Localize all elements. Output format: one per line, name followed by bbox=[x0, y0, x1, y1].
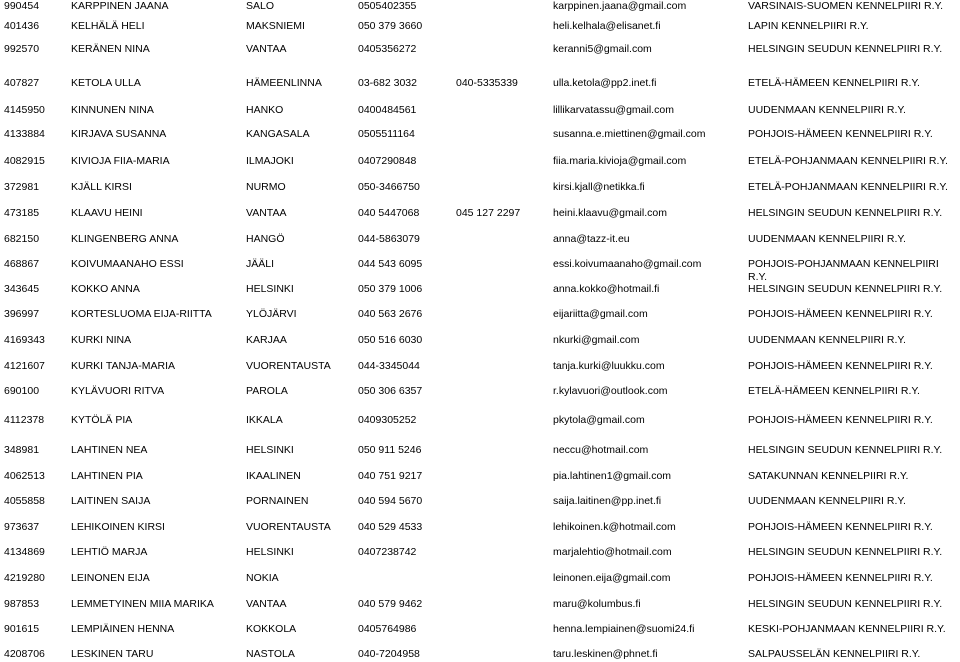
member-phone: 040 579 9462 bbox=[358, 598, 423, 610]
member-email: nkurki@gmail.com bbox=[553, 334, 640, 346]
member-city: HELSINKI bbox=[246, 546, 294, 558]
table-row bbox=[0, 128, 960, 142]
member-id: 987853 bbox=[4, 598, 40, 610]
member-id: 4134869 bbox=[4, 546, 45, 558]
member-id: 4145950 bbox=[4, 104, 45, 116]
member-id: 396997 bbox=[4, 308, 40, 320]
member-email: tanja.kurki@luukku.com bbox=[553, 360, 665, 372]
member-email: anna@tazz-it.eu bbox=[553, 233, 630, 245]
member-phone: 0409305252 bbox=[358, 414, 417, 426]
member-phone: 050 306 6357 bbox=[358, 385, 423, 397]
table-row bbox=[0, 334, 960, 348]
member-phone: 0505511164 bbox=[358, 128, 415, 140]
table-row bbox=[0, 470, 960, 484]
table-row bbox=[0, 598, 960, 612]
member-city: VANTAA bbox=[246, 43, 287, 55]
table-row bbox=[0, 521, 960, 535]
table-row bbox=[0, 623, 960, 637]
member-email: susanna.e.miettinen@gmail.com bbox=[553, 128, 706, 140]
member-club: HELSINGIN SEUDUN KENNELPIIRI R.Y. bbox=[748, 444, 943, 456]
table-row bbox=[0, 572, 960, 586]
member-city: KANGASALA bbox=[246, 128, 310, 140]
member-phone: 040 751 9217 bbox=[358, 470, 423, 482]
table-row bbox=[0, 233, 960, 247]
member-club: ETELÄ-HÄMEEN KENNELPIIRI R.Y. bbox=[748, 385, 920, 397]
member-email: keranni5@gmail.com bbox=[553, 43, 652, 55]
member-phone: 040 594 5670 bbox=[358, 495, 423, 507]
member-id: 973637 bbox=[4, 521, 40, 533]
member-name: KORTESLUOMA EIJA-RIITTA bbox=[71, 308, 212, 320]
member-name: LEHTIÖ MARJA bbox=[71, 546, 148, 558]
member-email: lillikarvatassu@gmail.com bbox=[553, 104, 674, 116]
member-id: 348981 bbox=[4, 444, 40, 456]
member-name: KOKKO ANNA bbox=[71, 283, 140, 295]
member-club: SATAKUNNAN KENNELPIIRI R.Y. bbox=[748, 470, 909, 482]
member-phone: 040 5447068 bbox=[358, 207, 420, 219]
member-city: HÄMEENLINNA bbox=[246, 77, 322, 89]
member-city: PORNAINEN bbox=[246, 495, 309, 507]
member-city: VANTAA bbox=[246, 207, 287, 219]
member-phone: 040-7204958 bbox=[358, 648, 420, 660]
table-row bbox=[0, 207, 960, 221]
member-city: JÄÄLI bbox=[246, 258, 275, 270]
member-email: fiia.maria.kivioja@gmail.com bbox=[553, 155, 687, 167]
member-name: KOIVUMAANAHO ESSI bbox=[71, 258, 184, 270]
member-club: UUDENMAAN KENNELPIIRI R.Y. bbox=[748, 495, 906, 507]
member-club: UUDENMAAN KENNELPIIRI R.Y. bbox=[748, 334, 906, 346]
member-name: KIRJAVA SUSANNA bbox=[71, 128, 167, 140]
member-club: ETELÄ-POHJANMAAN KENNELPIIRI R.Y. bbox=[748, 155, 948, 167]
table-row bbox=[0, 181, 960, 195]
member-id: 343645 bbox=[4, 283, 40, 295]
table-row bbox=[0, 258, 960, 283]
table-row bbox=[0, 385, 960, 399]
member-name: KIVIOJA FIIA-MARIA bbox=[71, 155, 170, 167]
member-email: neccu@hotmail.com bbox=[553, 444, 649, 456]
table-row bbox=[0, 283, 960, 297]
member-email: maru@kolumbus.fi bbox=[553, 598, 641, 610]
member-email: heini.klaavu@gmail.com bbox=[553, 207, 667, 219]
member-club: SALPAUSSELÄN KENNELPIIRI R.Y. bbox=[748, 648, 921, 660]
member-id: 473185 bbox=[4, 207, 40, 219]
member-city: HELSINKI bbox=[246, 444, 294, 456]
member-email: leinonen.eija@gmail.com bbox=[553, 572, 671, 584]
member-id: 4219280 bbox=[4, 572, 45, 584]
member-id: 990454 bbox=[4, 0, 40, 12]
member-id: 4112378 bbox=[4, 414, 45, 426]
member-name: LAHTINEN NEA bbox=[71, 444, 148, 456]
member-phone: 0405356272 bbox=[358, 43, 417, 55]
member-city: YLÖJÄRVI bbox=[246, 308, 297, 320]
member-name: LESKINEN TARU bbox=[71, 648, 154, 660]
member-email: taru.leskinen@phnet.fi bbox=[553, 648, 658, 660]
member-phone: 0405764986 bbox=[358, 623, 417, 635]
member-club: HELSINGIN SEUDUN KENNELPIIRI R.Y. bbox=[748, 43, 943, 55]
member-phone: 050 516 6030 bbox=[358, 334, 423, 346]
member-phone: 044 543 6095 bbox=[358, 258, 423, 270]
member-email: anna.kokko@hotmail.fi bbox=[553, 283, 660, 295]
member-city: VUORENTAUSTA bbox=[246, 360, 331, 372]
member-club: POHJOIS-HÄMEEN KENNELPIIRI R.Y. bbox=[748, 572, 933, 584]
member-club: POHJOIS-HÄMEEN KENNELPIIRI R.Y. bbox=[748, 128, 933, 140]
member-phone: 044-3345044 bbox=[358, 360, 420, 372]
table-row bbox=[0, 360, 960, 374]
member-phone: 0407290848 bbox=[358, 155, 417, 167]
member-name: LEHIKOINEN KIRSI bbox=[71, 521, 165, 533]
member-name: KURKI TANJA-MARIA bbox=[71, 360, 176, 372]
member-email: saija.laitinen@pp.inet.fi bbox=[553, 495, 662, 507]
member-club: POHJOIS-HÄMEEN KENNELPIIRI R.Y. bbox=[748, 360, 933, 372]
member-name: KYTÖLÄ PIA bbox=[71, 414, 133, 426]
member-city: VUORENTAUSTA bbox=[246, 521, 331, 533]
member-email: pia.lahtinen1@gmail.com bbox=[553, 470, 672, 482]
member-name: LAHTINEN PIA bbox=[71, 470, 143, 482]
member-name: LEMMETYINEN MIIA MARIKA bbox=[71, 598, 214, 610]
member-id: 372981 bbox=[4, 181, 40, 193]
member-phone: 040 563 2676 bbox=[358, 308, 423, 320]
member-city: HANKO bbox=[246, 104, 284, 116]
member-email: marjalehtio@hotmail.com bbox=[553, 546, 672, 558]
member-phone: 0407238742 bbox=[358, 546, 417, 558]
member-name: LEINONEN EIJA bbox=[71, 572, 150, 584]
member-name: KLINGENBERG ANNA bbox=[71, 233, 179, 245]
table-row bbox=[0, 495, 960, 509]
member-email: pkytola@gmail.com bbox=[553, 414, 645, 426]
member-city: MAKSNIEMI bbox=[246, 20, 305, 32]
member-club: VARSINAIS-SUOMEN KENNELPIIRI R.Y. bbox=[748, 0, 944, 12]
member-phone: 0400484561 bbox=[358, 104, 417, 116]
member-city: HANGÖ bbox=[246, 233, 285, 245]
member-email: karppinen.jaana@gmail.com bbox=[553, 0, 687, 12]
member-club: KESKI-POHJANMAAN KENNELPIIRI R.Y. bbox=[748, 623, 946, 635]
member-phone: 050 379 1006 bbox=[358, 283, 423, 295]
member-name: KERÄNEN NINA bbox=[71, 43, 150, 55]
member-id: 4169343 bbox=[4, 334, 45, 346]
member-club: POHJOIS-HÄMEEN KENNELPIIRI R.Y. bbox=[748, 414, 933, 426]
member-email: henna.lempiainen@suomi24.fi bbox=[553, 623, 695, 635]
member-city: HELSINKI bbox=[246, 283, 294, 295]
member-city: KOKKOLA bbox=[246, 623, 297, 635]
member-name: KELHÄLÄ HELI bbox=[71, 20, 145, 32]
table-row bbox=[0, 648, 960, 662]
member-phone: 040 529 4533 bbox=[358, 521, 423, 533]
member-phone: 0505402355 bbox=[358, 0, 417, 12]
member-city: NURMO bbox=[246, 181, 286, 193]
member-club: ETELÄ-HÄMEEN KENNELPIIRI R.Y. bbox=[748, 77, 920, 89]
member-id: 401436 bbox=[4, 20, 40, 32]
member-id: 690100 bbox=[4, 385, 40, 397]
member-id: 468867 bbox=[4, 258, 40, 270]
table-row bbox=[0, 104, 960, 118]
member-club: UUDENMAAN KENNELPIIRI R.Y. bbox=[748, 233, 906, 245]
member-name: LAITINEN SAIJA bbox=[71, 495, 151, 507]
member-city: PAROLA bbox=[246, 385, 288, 397]
member-phone-secondary: 040-5335339 bbox=[456, 77, 518, 89]
member-phone: 050 911 5246 bbox=[358, 444, 422, 456]
table-row bbox=[0, 546, 960, 560]
member-email: eijariitta@gmail.com bbox=[553, 308, 648, 320]
member-name: KINNUNEN NINA bbox=[71, 104, 154, 116]
table-row bbox=[0, 43, 960, 57]
member-club: HELSINGIN SEUDUN KENNELPIIRI R.Y. bbox=[748, 283, 943, 295]
member-name: LEMPIÄINEN HENNA bbox=[71, 623, 175, 635]
member-city: IKKALA bbox=[246, 414, 283, 426]
member-phone: 044-5863079 bbox=[358, 233, 420, 245]
member-phone-secondary: 045 127 2297 bbox=[456, 207, 521, 219]
member-email: essi.koivumaanaho@gmail.com bbox=[553, 258, 702, 270]
table-row bbox=[0, 20, 960, 34]
member-id: 4055858 bbox=[4, 495, 45, 507]
member-city: NOKIA bbox=[246, 572, 279, 584]
member-name: KLAAVU HEINI bbox=[71, 207, 143, 219]
member-city: SALO bbox=[246, 0, 275, 12]
table-row bbox=[0, 444, 960, 458]
member-email: r.kylavuori@outlook.com bbox=[553, 385, 668, 397]
member-name: KYLÄVUORI RITVA bbox=[71, 385, 165, 397]
member-club: POHJOIS-HÄMEEN KENNELPIIRI R.Y. bbox=[748, 521, 933, 533]
member-name: KJÄLL KIRSI bbox=[71, 181, 132, 193]
member-name: KARPPINEN JAANA bbox=[71, 0, 169, 12]
member-club: LAPIN KENNELPIIRI R.Y. bbox=[748, 20, 869, 32]
member-name: KETOLA ULLA bbox=[71, 77, 141, 89]
member-id: 4208706 bbox=[4, 648, 45, 660]
member-club: HELSINGIN SEUDUN KENNELPIIRI R.Y. bbox=[748, 546, 943, 558]
member-id: 4062513 bbox=[4, 470, 45, 482]
member-id: 407827 bbox=[4, 77, 40, 89]
table-row bbox=[0, 308, 960, 322]
member-phone: 03-682 3032 bbox=[358, 77, 417, 89]
member-club: POHJOIS-POHJANMAAN KENNELPIIRI R.Y. bbox=[748, 258, 939, 283]
member-club: POHJOIS-HÄMEEN KENNELPIIRI R.Y. bbox=[748, 308, 933, 320]
member-phone: 050 379 3660 bbox=[358, 20, 423, 32]
member-club: ETELÄ-POHJANMAAN KENNELPIIRI R.Y. bbox=[748, 181, 948, 193]
member-id: 901615 bbox=[4, 623, 40, 635]
table-row bbox=[0, 77, 960, 91]
table-row bbox=[0, 0, 960, 14]
member-club: UUDENMAAN KENNELPIIRI R.Y. bbox=[748, 104, 906, 116]
member-city: NASTOLA bbox=[246, 648, 295, 660]
member-id: 682150 bbox=[4, 233, 40, 245]
member-club: HELSINGIN SEUDUN KENNELPIIRI R.Y. bbox=[748, 207, 943, 219]
member-id: 4082915 bbox=[4, 155, 45, 167]
member-email: lehikoinen.k@hotmail.com bbox=[553, 521, 676, 533]
member-city: VANTAA bbox=[246, 598, 287, 610]
member-club: HELSINGIN SEUDUN KENNELPIIRI R.Y. bbox=[748, 598, 943, 610]
member-id: 992570 bbox=[4, 43, 40, 55]
member-id: 4121607 bbox=[4, 360, 45, 372]
member-email: heli.kelhala@elisanet.fi bbox=[553, 20, 661, 32]
member-city: IKAALINEN bbox=[246, 470, 301, 482]
member-id: 4133884 bbox=[4, 128, 45, 140]
table-row bbox=[0, 155, 960, 169]
member-email: kirsi.kjall@netikka.fi bbox=[553, 181, 645, 193]
member-phone: 050-3466750 bbox=[358, 181, 420, 193]
member-email: ulla.ketola@pp2.inet.fi bbox=[553, 77, 657, 89]
table-row bbox=[0, 414, 960, 428]
member-city: KARJAA bbox=[246, 334, 287, 346]
member-city: ILMAJOKI bbox=[246, 155, 294, 167]
member-name: KURKI NINA bbox=[71, 334, 132, 346]
